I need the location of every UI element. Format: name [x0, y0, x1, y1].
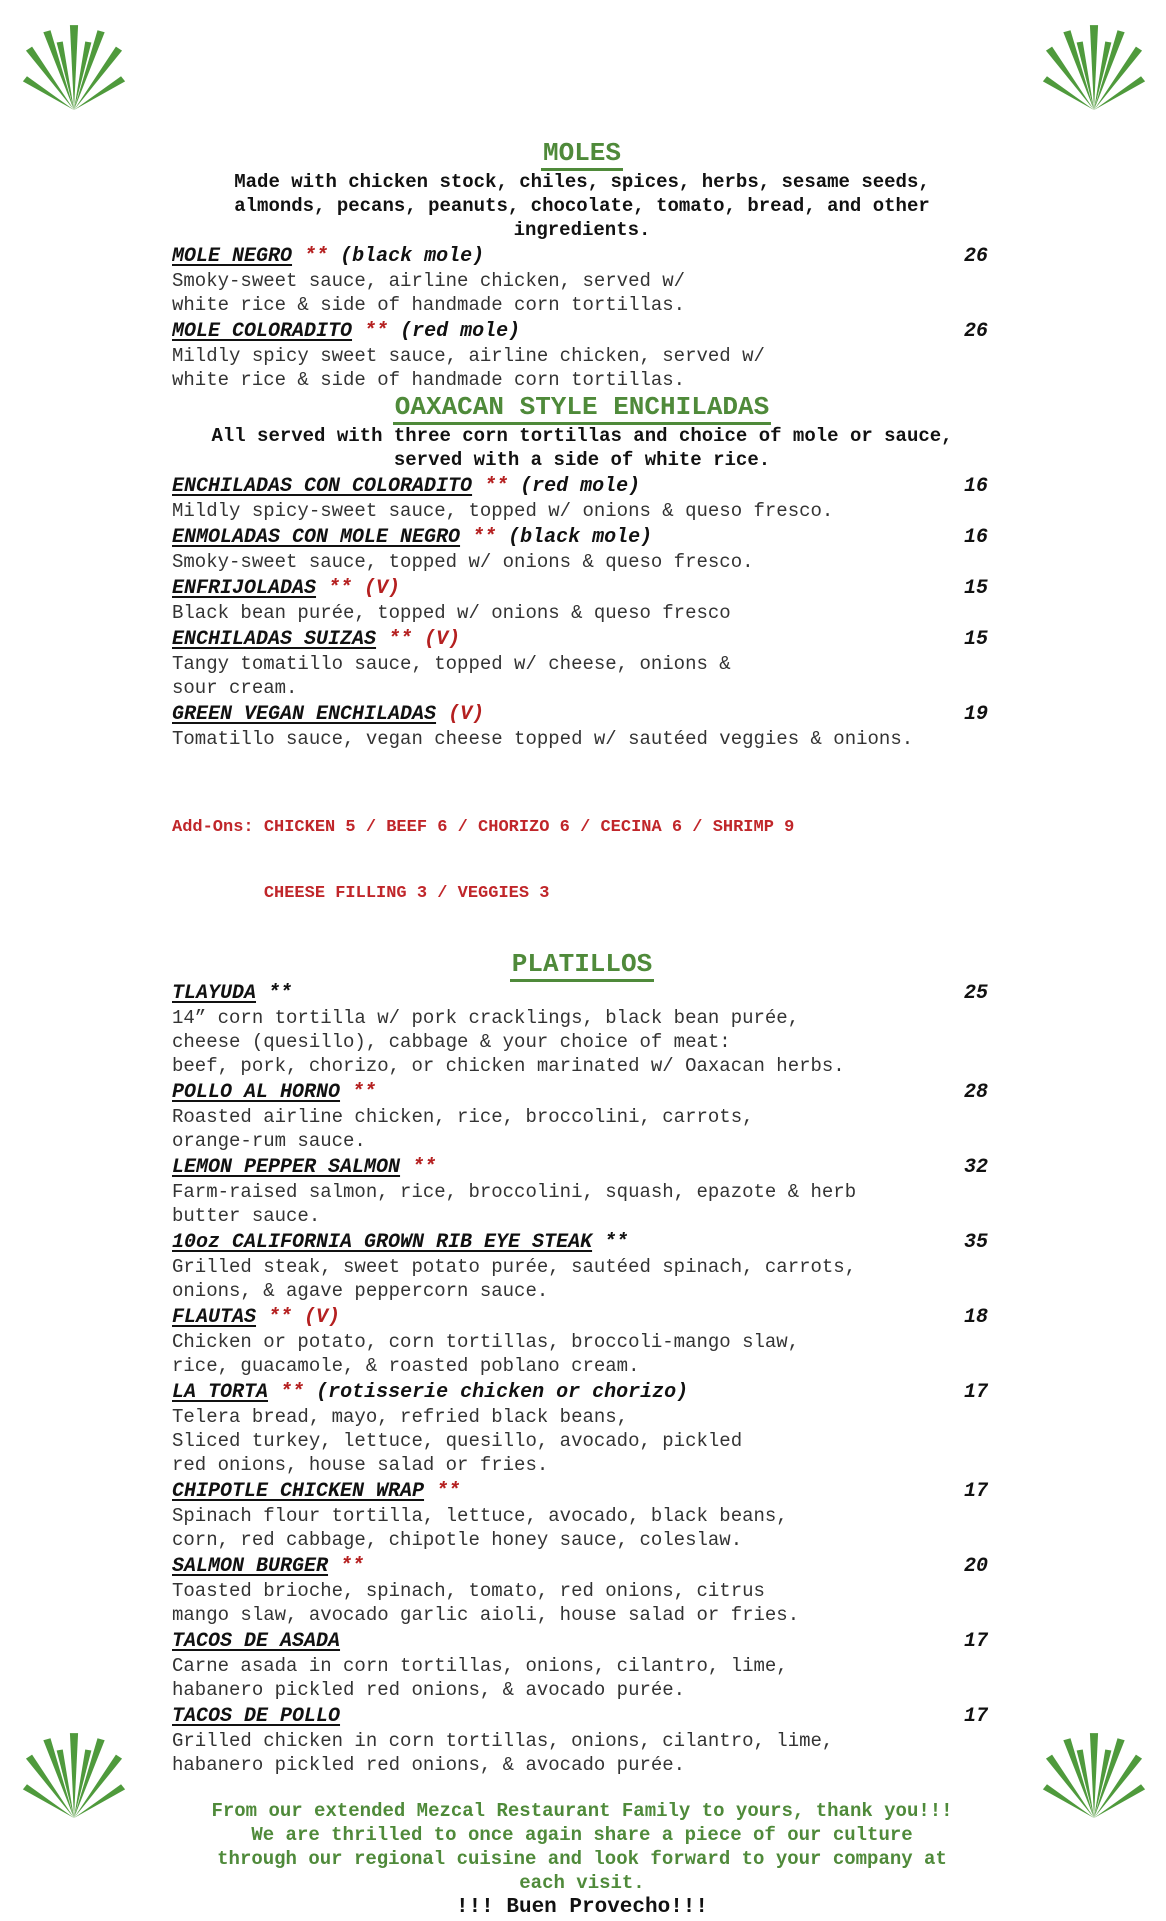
item-price: 28 — [963, 1081, 988, 1104]
menu-item-enmoladas — [172, 525, 992, 574]
menu-item-flautas — [172, 1305, 992, 1378]
item-price: 16 — [963, 526, 988, 549]
item-name: TACOS DE ASADA — [172, 1630, 341, 1653]
item-description: Toasted brioche, spinach, tomato, red onions, citrus mango slaw, avocado garlic aioli, house salad or fries. — [172, 1580, 800, 1626]
item-price: 25 — [963, 982, 988, 1005]
menu-item-lemon-pepper-salmon — [172, 1155, 992, 1228]
section-title-moles: MOLES — [172, 138, 992, 168]
section-title-enchiladas: OAXACAN STYLE ENCHILADAS — [172, 392, 992, 422]
addons-list — [172, 773, 992, 949]
item-name: MOLE NEGRO — [172, 245, 293, 268]
signoff: !!! Buen Provecho!!! — [455, 1896, 709, 1919]
item-marks: ** — [364, 320, 389, 343]
item-note: (black mole) — [340, 245, 485, 268]
item-price: 17 — [963, 1480, 988, 1503]
item-note: ** — [268, 982, 293, 1005]
item-marks: ** (V) — [388, 628, 461, 651]
item-name: TACOS DE POLLO — [172, 1705, 341, 1728]
agave-plant-icon — [20, 1728, 128, 1820]
item-description: Spinach flour tortilla, lettuce, avocado, black beans, corn, red cabbage, chipotle honey sauce, coleslaw. — [172, 1505, 788, 1551]
item-description: Carne asada in corn tortillas, onions, cilantro, lime, habanero pickled red onions, & avocado purée. — [172, 1655, 788, 1701]
addons-line: CHEESE FILLING 3 / VEGGIES 3 — [172, 884, 550, 903]
agave-plant-icon — [1040, 1728, 1148, 1820]
item-marks: ** — [352, 1081, 377, 1104]
item-description: Smoky-sweet sauce, topped w/ onions & queso fresco. — [172, 551, 754, 573]
item-marks: ** — [484, 475, 509, 498]
item-price: 19 — [963, 703, 988, 726]
menu-page — [172, 138, 992, 1921]
item-marks: ** — [340, 1555, 365, 1578]
menu-item-tacos-de-pollo — [172, 1704, 992, 1777]
item-price: 17 — [963, 1381, 988, 1404]
item-price: 15 — [963, 577, 988, 600]
item-description: Tangy tomatillo sauce, topped w/ cheese, onions & sour cream. — [172, 653, 731, 699]
item-name: ENCHILADAS CON COLORADITO — [172, 475, 473, 498]
item-price: 16 — [963, 475, 988, 498]
menu-item-enchiladas-coloradito — [172, 474, 992, 523]
item-price: 20 — [963, 1555, 988, 1578]
addons-line: Add-Ons: CHICKEN 5 / BEEF 6 / CHORIZO 6 / CECINA 6 / SHRIMP 9 — [172, 818, 795, 837]
menu-item-green-vegan-enchiladas — [172, 702, 992, 751]
item-name: ENFRIJOLADAS — [172, 577, 317, 600]
item-price: 35 — [963, 1231, 988, 1254]
item-description: Tomatillo sauce, vegan cheese topped w/ sautéed veggies & onions. — [172, 728, 914, 750]
closing-message: From our extended Mezcal Restaurant Family to yours, thank you!!! We are thrilled to once again share a piece of our culture through our regional cuisine and look forward to your company at each visit. — [211, 1800, 953, 1894]
item-price: 15 — [963, 628, 988, 651]
item-name: FLAUTAS — [172, 1306, 257, 1329]
item-name: LA TORTA — [172, 1381, 269, 1404]
item-name: GREEN VEGAN ENCHILADAS — [172, 703, 437, 726]
item-description: 14” corn tortilla w/ pork cracklings, black bean purée, cheese (quesillo), cabbage & your choice of meat: beef, pork, chorizo, or chicken marinated w/ Oaxacan herbs. — [172, 1007, 845, 1077]
item-description: Mildly spicy-sweet sauce, topped w/ onions & queso fresco. — [172, 500, 834, 522]
item-marks: ** — [412, 1156, 437, 1179]
item-note: ** — [604, 1231, 629, 1254]
section-title-platillos: PLATILLOS — [172, 949, 992, 979]
moles-section — [172, 138, 992, 392]
item-description: Smoky-sweet sauce, airline chicken, served w/ white rice & side of handmade corn tortillas. — [172, 270, 686, 316]
enchiladas-section — [172, 392, 992, 949]
item-name: LEMON PEPPER SALMON — [172, 1156, 401, 1179]
menu-item-mole-negro — [172, 244, 992, 317]
menu-item-tlayuda — [172, 981, 992, 1078]
menu-item-salmon-burger — [172, 1554, 992, 1627]
item-price: 32 — [963, 1156, 988, 1179]
menu-item-rib-eye-steak — [172, 1230, 992, 1303]
item-name: POLLO AL HORNO — [172, 1081, 341, 1104]
item-name: CHIPOTLE CHICKEN WRAP — [172, 1480, 425, 1503]
item-name: SALMON BURGER — [172, 1555, 329, 1578]
menu-item-enfrijoladas — [172, 576, 992, 625]
item-description: Roasted airline chicken, rice, broccolini, carrots, orange-rum sauce. — [172, 1106, 754, 1152]
menu-item-enchiladas-suizas — [172, 627, 992, 700]
item-name: MOLE COLORADITO — [172, 320, 353, 343]
item-price: 18 — [963, 1306, 988, 1329]
item-name: ENCHILADAS SUIZAS — [172, 628, 377, 651]
platillos-section — [172, 949, 992, 1777]
item-description: Mildly spicy sweet sauce, airline chicken, served w/ white rice & side of handmade corn tortillas. — [172, 345, 765, 391]
item-note: (red mole) — [400, 320, 521, 343]
item-name: TLAYUDA — [172, 982, 257, 1005]
item-description: Chicken or potato, corn tortillas, broccoli-mango slaw, rice, guacamole, & roasted poblano cream. — [172, 1331, 800, 1377]
item-note: (red mole) — [520, 475, 641, 498]
menu-item-pollo-al-horno — [172, 1080, 992, 1153]
item-name: 10oz CALIFORNIA GROWN RIB EYE STEAK — [172, 1231, 593, 1254]
item-price: 17 — [963, 1630, 988, 1653]
enchiladas-intro: All served with three corn tortillas and choice of mole or sauce, served with a side of white rice. — [211, 425, 953, 471]
item-price: 26 — [963, 320, 988, 343]
item-price: 26 — [963, 245, 988, 268]
menu-item-tacos-de-asada — [172, 1629, 992, 1702]
item-description: Farm-raised salmon, rice, broccolini, squash, epazote & herb butter sauce. — [172, 1181, 857, 1227]
item-marks: ** — [304, 245, 329, 268]
item-description: Black bean purée, topped w/ onions & queso fresco — [172, 602, 731, 624]
agave-plant-icon — [1040, 20, 1148, 112]
item-marks: ** — [472, 526, 497, 549]
menu-item-la-torta — [172, 1380, 992, 1477]
item-name: ENMOLADAS CON MOLE NEGRO — [172, 526, 461, 549]
item-marks: ** (V) — [328, 577, 401, 600]
item-note: (black mole) — [508, 526, 653, 549]
item-note: (rotisserie chicken or chorizo) — [316, 1381, 689, 1404]
item-marks: ** — [436, 1480, 461, 1503]
menu-item-chipotle-chicken-wrap — [172, 1479, 992, 1552]
item-marks: (V) — [448, 703, 485, 726]
agave-plant-icon — [20, 20, 128, 112]
item-description: Grilled steak, sweet potato purée, sautéed spinach, carrots, onions, & agave peppercorn sauce. — [172, 1256, 857, 1302]
item-description: Telera bread, mayo, refried black beans, Sliced turkey, lettuce, quesillo, avocado, pickled red onions, house salad or fries. — [172, 1406, 743, 1476]
item-price: 17 — [963, 1705, 988, 1728]
menu-item-mole-coloradito — [172, 319, 992, 392]
moles-intro: Made with chicken stock, chiles, spices, herbs, sesame seeds, almonds, pecans, peanuts, chocolate, tomato, bread, and other ingredients. — [234, 171, 930, 241]
item-marks: ** — [280, 1381, 305, 1404]
item-description: Grilled chicken in corn tortillas, onions, cilantro, lime, habanero pickled red onions, & avocado purée. — [172, 1730, 834, 1776]
item-marks: ** (V) — [268, 1306, 341, 1329]
